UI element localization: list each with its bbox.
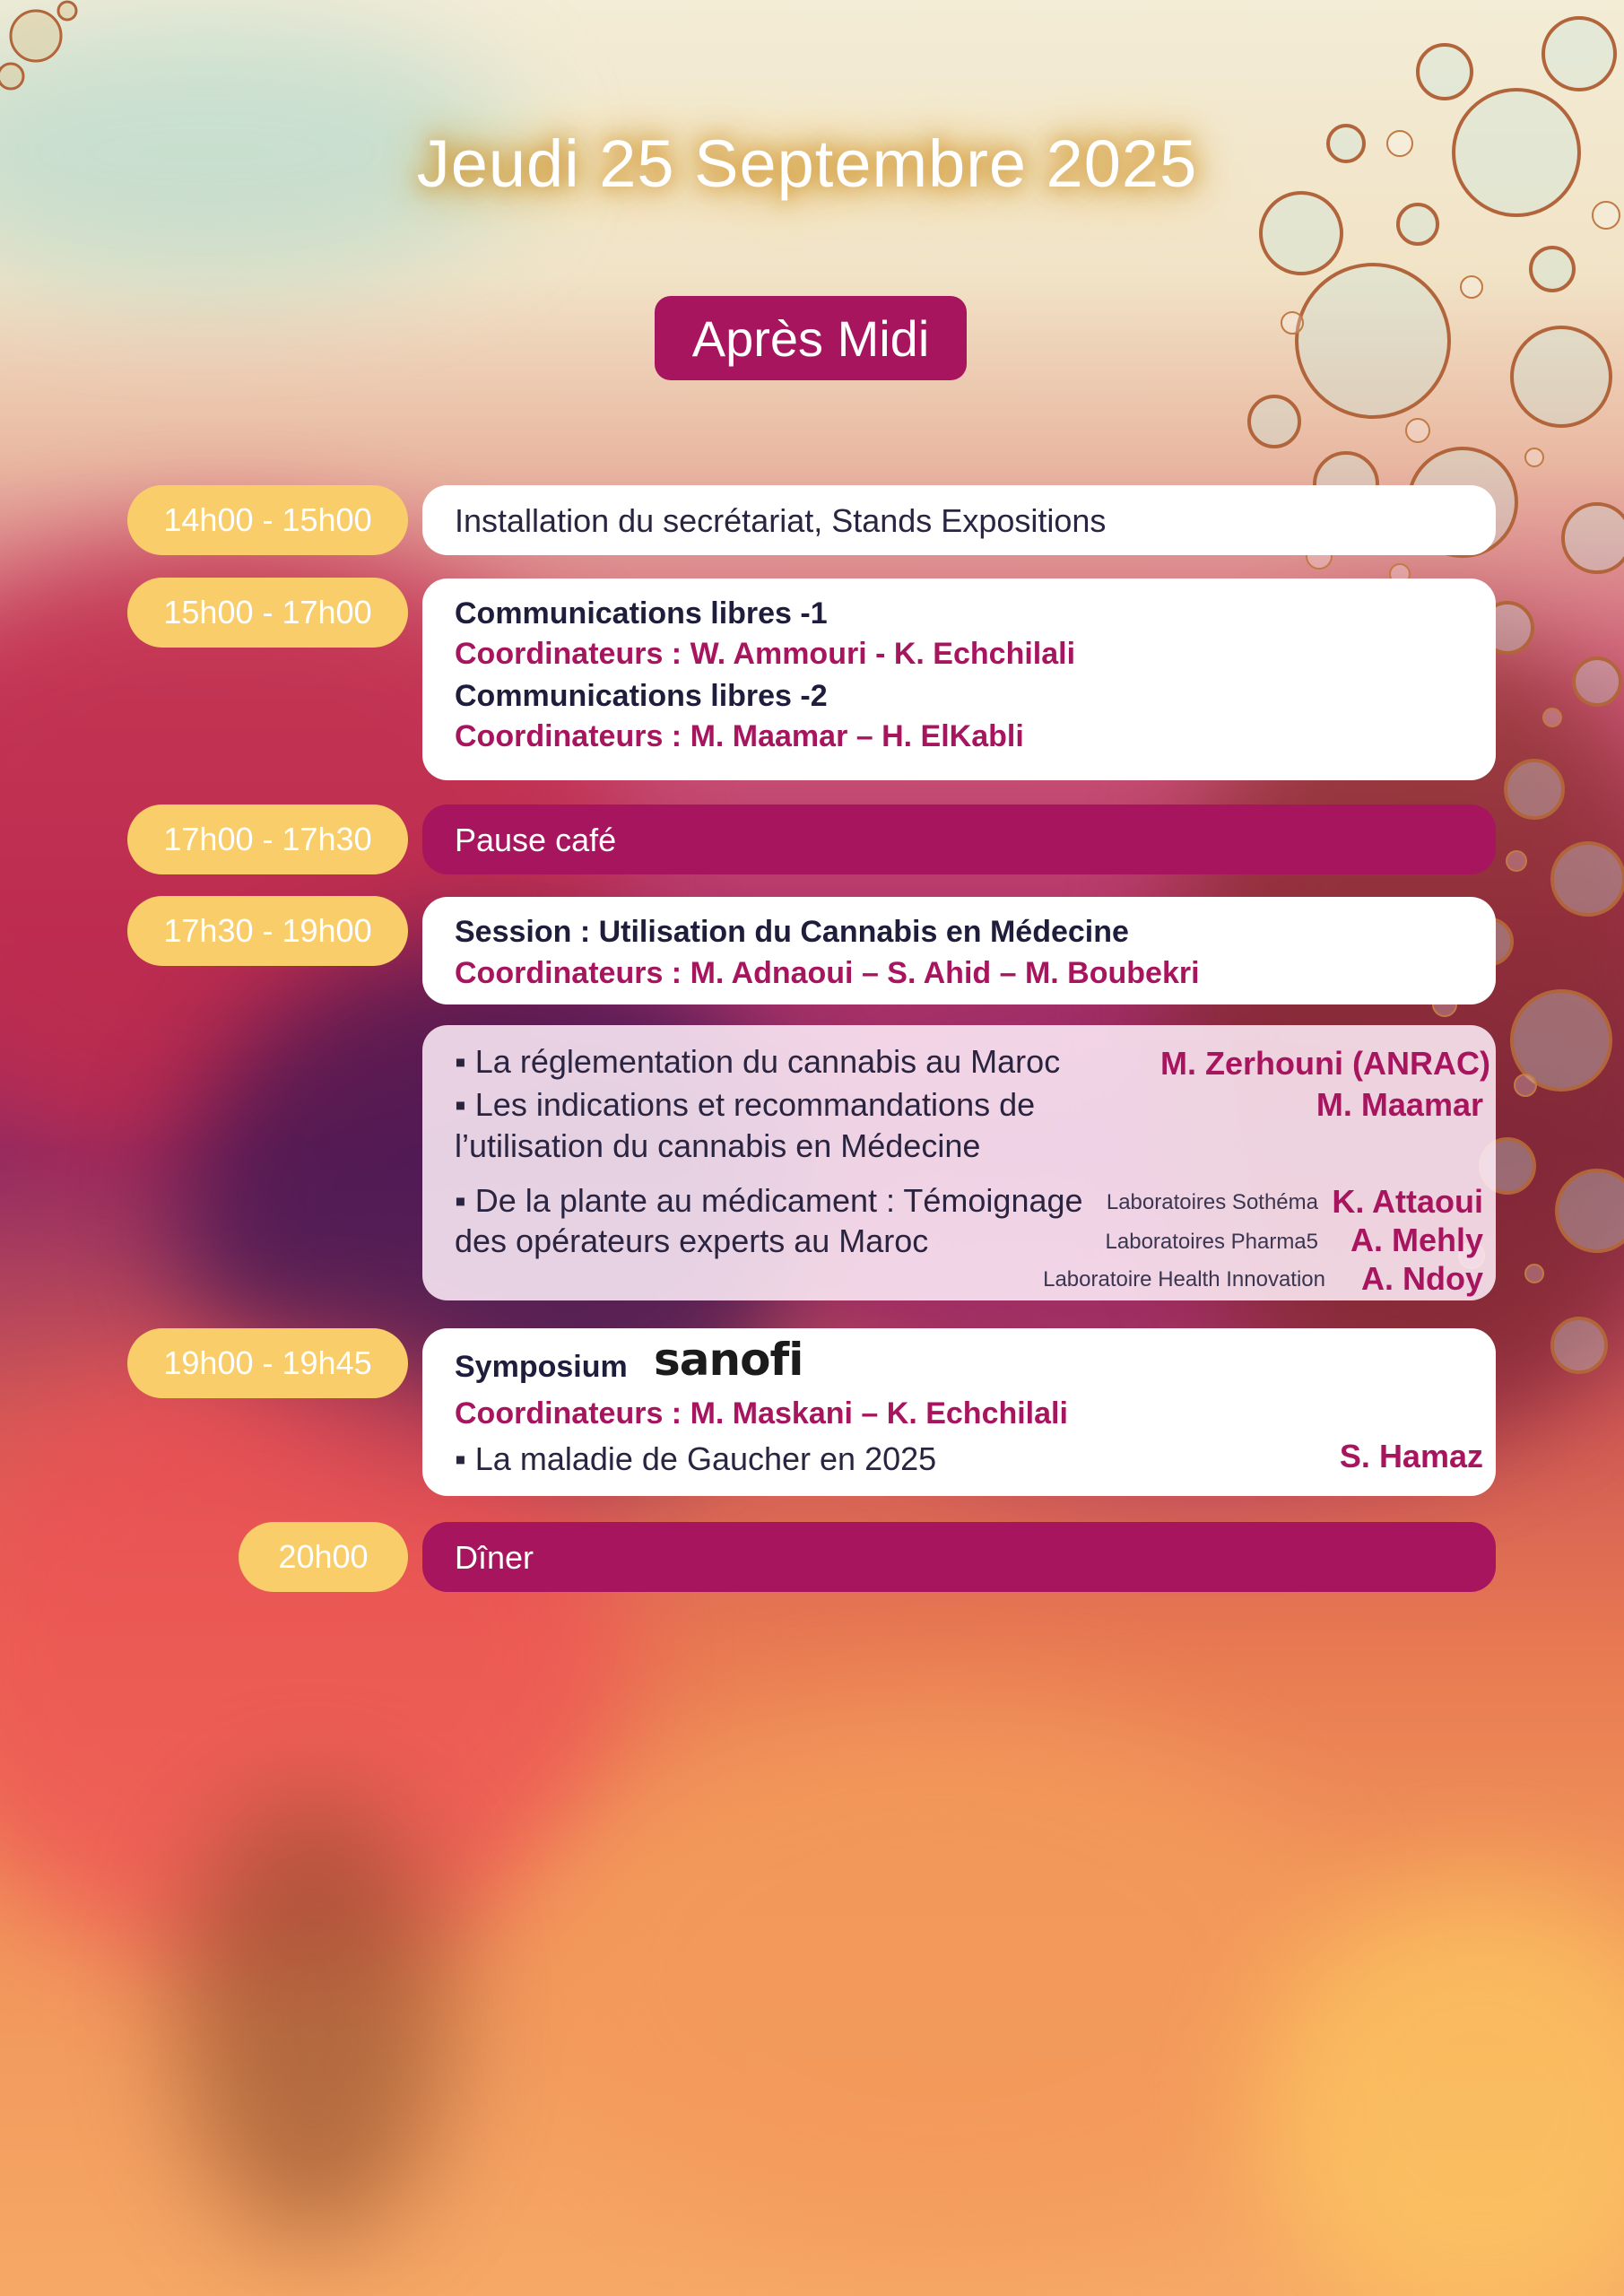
talk-speaker: A. Ndoy xyxy=(1360,1260,1483,1297)
talk-speaker: K. Attaoui xyxy=(1332,1183,1483,1220)
talk-speaker: A. Mehly xyxy=(1350,1222,1483,1258)
talk-title: ▪ La maladie de Gaucher en 2025 xyxy=(455,1440,937,1477)
session-coordinators: Coordinateurs : W. Ammouri - K. Echchilali xyxy=(455,637,1076,671)
item-text: Pause café xyxy=(455,822,617,858)
talk-title: ▪ De la plante au médicament : Témoignage xyxy=(455,1182,1083,1219)
schedule-item xyxy=(422,485,1496,555)
item-text: Installation du secrétariat, Stands Expositions xyxy=(455,502,1107,539)
session-title: Communications libres -2 xyxy=(455,679,828,713)
talk-title-continued: l’utilisation du cannabis en Médecine xyxy=(455,1127,981,1164)
session-coordinators: Coordinateurs : M. Maamar – H. ElKabli xyxy=(455,719,1024,753)
bubbles-corner-decoration xyxy=(0,0,81,99)
sanofi-logo: sanofi xyxy=(654,1334,803,1386)
schedule-item-dinner xyxy=(422,1522,1496,1592)
talk-speaker: S. Hamaz xyxy=(1339,1438,1483,1474)
time-badge: 19h00 - 19h45 xyxy=(127,1328,408,1398)
item-text: Dîner xyxy=(455,1539,534,1576)
time-badge: 20h00 xyxy=(239,1522,408,1592)
page-title: Jeudi 25 Septembre 2025 xyxy=(416,126,1198,201)
session-coordinators: Coordinateurs : M. Maskani – K. Echchilali xyxy=(455,1396,1068,1431)
talk-title-continued: des opérateurs experts au Maroc xyxy=(455,1222,929,1259)
speaker-lab: Laboratoires Sothéma xyxy=(1106,1190,1318,1214)
time-badge: 15h00 - 17h00 xyxy=(127,578,408,648)
schedule-item xyxy=(422,1328,1496,1496)
speaker-lab: Laboratoire Health Innovation xyxy=(1043,1267,1325,1292)
talk-speaker: M. Zerhouni (ANRAC) xyxy=(1160,1045,1490,1082)
time-badge: 17h00 - 17h30 xyxy=(127,804,408,874)
talk-title: ▪ La réglementation du cannabis au Maroc xyxy=(455,1043,1061,1080)
time-badge: 17h30 - 19h00 xyxy=(127,896,408,966)
speaker-lab: Laboratoires Pharma5 xyxy=(1105,1230,1318,1254)
session-title: Communications libres -1 xyxy=(455,596,828,631)
time-badge: 14h00 - 15h00 xyxy=(127,485,408,555)
session-period-badge: Après Midi xyxy=(655,296,967,380)
schedule-item-break xyxy=(422,804,1496,874)
schedule-item xyxy=(422,897,1496,1004)
talk-title: ▪ Les indications et recommandations de xyxy=(455,1086,1036,1123)
talk-speaker: M. Maamar xyxy=(1316,1086,1483,1123)
talks-panel xyxy=(422,1025,1496,1300)
session-title: Symposium xyxy=(455,1350,628,1384)
session-title: Session : Utilisation du Cannabis en Médecine xyxy=(455,915,1129,949)
schedule-item xyxy=(422,578,1496,780)
session-coordinators: Coordinateurs : M. Adnaoui – S. Ahid – M. Boubekri xyxy=(455,956,1200,990)
